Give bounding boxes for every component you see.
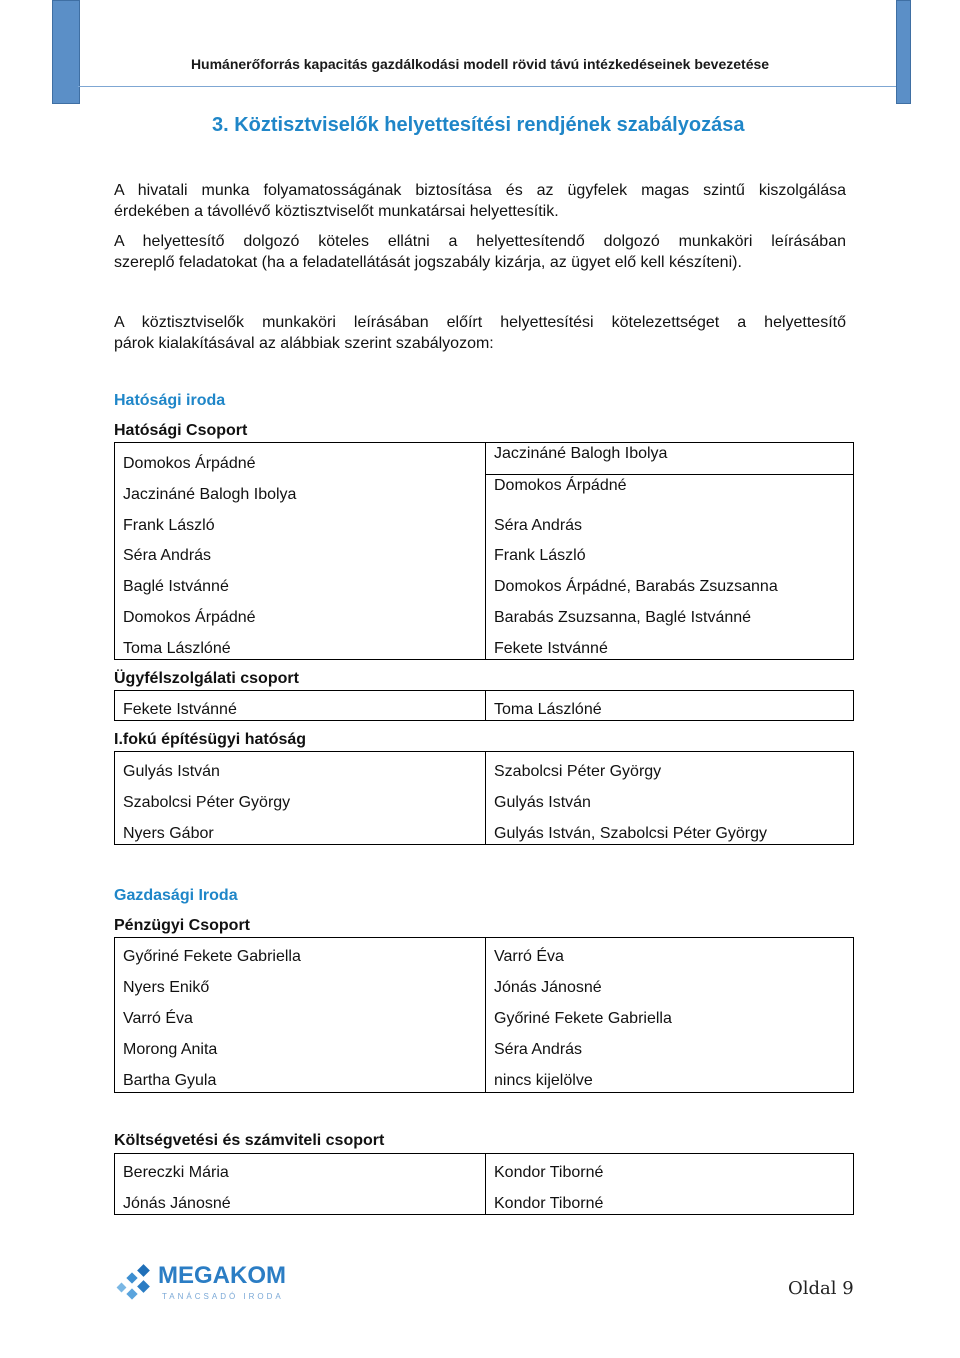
table-cell: Szabolcsi Péter György <box>494 763 662 780</box>
table-cell: Varró Éva <box>494 948 564 965</box>
table-cell: Jaczináné Balogh Ibolya <box>123 486 297 503</box>
table-cell: Frank László <box>123 517 215 534</box>
table-cell: Domokos Árpádné <box>123 455 256 472</box>
table-cell: Bereczki Mária <box>123 1164 229 1181</box>
header-divider <box>78 86 896 87</box>
paragraph-1-line-1: A hivatali munka folyamatosságának biztosítása és az ügyfelek magas szintű kiszolgálása <box>114 182 846 199</box>
table-cell: Nyers Enikő <box>123 979 210 996</box>
dept-heading-hatosagi: Hatósági iroda <box>114 392 226 409</box>
logo-name: MEGAKOM <box>158 1262 286 1289</box>
table-divider <box>485 443 486 659</box>
header-bar-right <box>896 0 911 104</box>
table-cell: Győriné Fekete Gabriella <box>494 1010 672 1027</box>
table-cell: Domokos Árpádné <box>123 609 256 626</box>
table-cell: Gulyás István <box>494 794 591 811</box>
table-divider <box>485 691 486 720</box>
paragraph-3-line-1: A köztisztviselők munkaköri leírásában előírt helyettesítési kötelezettséget a helyettesítő <box>114 314 846 331</box>
table-divider <box>485 938 486 1092</box>
table-cell: Győriné Fekete Gabriella <box>123 948 301 965</box>
table-cell: Szabolcsi Péter György <box>123 794 291 811</box>
table-cell: Baglé Istvánné <box>123 578 229 595</box>
table-cell: nincs kijelölve <box>494 1072 593 1089</box>
paragraph-3 <box>114 312 846 354</box>
paragraph-1-line-2: érdekében a távollévő köztisztviselőt munkatársai helyettesítik. <box>114 203 559 220</box>
table-cell: Séra András <box>123 547 212 564</box>
page-number: Oldal 9 <box>788 1278 854 1299</box>
table-cell: Morong Anita <box>123 1041 218 1058</box>
paragraph-1 <box>114 180 846 222</box>
page-header: Humánerőforrás kapacitás gazdálkodási modell rövid távú intézkedéseinek bevezetése <box>190 56 770 72</box>
table-divider <box>485 752 486 844</box>
table-cell: Nyers Gábor <box>123 825 214 842</box>
group-heading-koltsegvetesi: Költségvetési és számviteli csoport <box>114 1132 385 1149</box>
table-koltsegvetesi <box>114 1153 854 1215</box>
table-cell: Fekete Istvánné <box>494 640 608 657</box>
table-cell: Varró Éva <box>123 1010 193 1027</box>
table-cell: Séra András <box>494 517 583 534</box>
paragraph-2-line-2: szereplő feladatokat (ha a feladatellátását jogszabály kizárja, az ügyet elő kell készíteni). <box>114 254 742 271</box>
table-cell: Gulyás István <box>123 763 220 780</box>
megakom-logo <box>112 1258 292 1308</box>
row-separator <box>485 474 853 475</box>
section-title: 3. Köztisztviselők helyettesítési rendjének szabályozása <box>212 114 745 136</box>
table-ugyfelszolgalati <box>114 690 854 721</box>
table-cell: Jaczináné Balogh Ibolya <box>494 445 668 462</box>
table-cell: Jónás Jánosné <box>123 1195 231 1212</box>
table-cell: Domokos Árpádné <box>494 477 627 494</box>
table-epitesugyi <box>114 751 854 845</box>
logo-mark-icon <box>114 1262 158 1304</box>
table-divider <box>485 1154 486 1214</box>
paragraph-2-line-1: A helyettesítő dolgozó köteles ellátni a helyettesítendő dolgozó munkaköri leírásában <box>114 233 846 250</box>
table-hatosagi-csoport <box>114 442 854 660</box>
table-penzugyi <box>114 937 854 1093</box>
table-cell: Jónás Jánosné <box>494 979 602 996</box>
table-cell: Séra András <box>494 1041 583 1058</box>
group-heading-ugyfelszolgalati: Ügyfélszolgálati csoport <box>114 670 299 687</box>
table-cell: Kondor Tiborné <box>494 1164 604 1181</box>
paragraph-3-line-2: párok kialakításával az alábbiak szerint szabályozom: <box>114 335 494 352</box>
group-heading-hatosagi-csoport: Hatósági Csoport <box>114 422 248 439</box>
table-cell: Bartha Gyula <box>123 1072 217 1089</box>
paragraph-2 <box>114 231 846 273</box>
table-cell: Toma Lászlóné <box>494 701 602 718</box>
table-cell: Gulyás István, Szabolcsi Péter György <box>494 825 767 842</box>
group-heading-epitesugyi: I.fokú építésügyi hatóság <box>114 731 307 748</box>
logo-subtitle: TANÁCSADÓ IRODA <box>162 1292 284 1301</box>
table-cell: Domokos Árpádné, Barabás Zsuzsanna <box>494 578 778 595</box>
header-bar-left <box>52 0 80 104</box>
table-cell: Frank László <box>494 547 586 564</box>
table-cell: Kondor Tiborné <box>494 1195 604 1212</box>
group-heading-penzugyi: Pénzügyi Csoport <box>114 917 251 934</box>
dept-heading-gazdasagi: Gazdasági Iroda <box>114 887 238 904</box>
table-cell: Barabás Zsuzsanna, Baglé Istvánné <box>494 609 752 626</box>
table-cell: Toma Lászlóné <box>123 640 231 657</box>
table-cell: Fekete Istvánné <box>123 701 237 718</box>
